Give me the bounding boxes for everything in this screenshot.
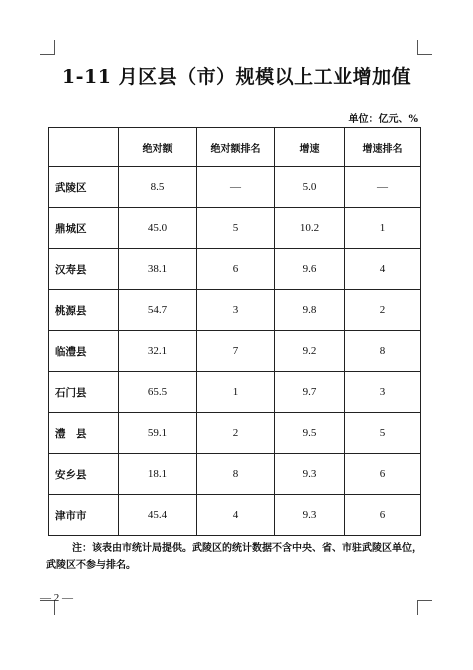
growth-rate: 9.6 <box>275 249 345 290</box>
absolute-value: 38.1 <box>119 249 197 290</box>
absolute-rank: 4 <box>197 495 275 536</box>
table-row <box>49 331 421 372</box>
growth-rate: 5.0 <box>275 167 345 208</box>
growth-rank: 6 <box>345 495 421 536</box>
table-row <box>49 167 421 208</box>
region-name: 汉寿县 <box>49 249 119 290</box>
absolute-value: 45.0 <box>119 208 197 249</box>
region-name: 鼎城区 <box>49 208 119 249</box>
table-row <box>49 208 421 249</box>
growth-rate: 9.5 <box>275 413 345 454</box>
growth-rate: 9.3 <box>275 495 345 536</box>
absolute-rank: 3 <box>197 290 275 331</box>
absolute-rank: 7 <box>197 331 275 372</box>
growth-rank: 6 <box>345 454 421 495</box>
growth-rate: 9.3 <box>275 454 345 495</box>
growth-rank: 3 <box>345 372 421 413</box>
absolute-rank: 2 <box>197 413 275 454</box>
absolute-value: 65.5 <box>119 372 197 413</box>
absolute-value: 32.1 <box>119 331 197 372</box>
column-header: 增速排名 <box>345 128 421 167</box>
growth-rate: 9.7 <box>275 372 345 413</box>
growth-rank: — <box>345 167 421 208</box>
crop-mark-top-left <box>40 40 55 55</box>
absolute-rank: 1 <box>197 372 275 413</box>
growth-rank: 4 <box>345 249 421 290</box>
document-title: 1-11 月区县（市）规模以上工业增加值 <box>61 66 412 88</box>
table-row <box>49 249 421 290</box>
absolute-value: 59.1 <box>119 413 197 454</box>
column-header: 绝对额 <box>119 128 197 167</box>
unit-label: 单位：亿元、% <box>348 114 418 125</box>
page-number: — 2 — <box>40 592 73 604</box>
region-name: 石门县 <box>49 372 119 413</box>
growth-rank: 5 <box>345 413 421 454</box>
absolute-rank: — <box>197 167 275 208</box>
absolute-value: 8.5 <box>119 167 197 208</box>
absolute-value: 54.7 <box>119 290 197 331</box>
growth-rate: 10.2 <box>275 208 345 249</box>
table-row <box>49 413 421 454</box>
region-name: 津市市 <box>49 495 119 536</box>
table-row <box>49 372 421 413</box>
region-name: 澧 县 <box>49 413 119 454</box>
absolute-value: 18.1 <box>119 454 197 495</box>
table-header-row <box>49 128 421 167</box>
crop-mark-top-right <box>417 40 432 55</box>
absolute-rank: 6 <box>197 249 275 290</box>
column-header: 增速 <box>275 128 345 167</box>
region-name: 武陵区 <box>49 167 119 208</box>
column-header <box>49 128 119 167</box>
absolute-value: 45.4 <box>119 495 197 536</box>
growth-rank: 8 <box>345 331 421 372</box>
crop-mark-bottom-right <box>417 600 432 615</box>
absolute-rank: 5 <box>197 208 275 249</box>
growth-rank: 2 <box>345 290 421 331</box>
region-name: 安乡县 <box>49 454 119 495</box>
growth-rank: 1 <box>345 208 421 249</box>
growth-rate: 9.2 <box>275 331 345 372</box>
table-note: 注：该表由市统计局提供。武陵区的统计数据不含中央、省、市驻武陵区单位，武陵区不参与排名。 <box>46 543 422 571</box>
table-row <box>49 454 421 495</box>
region-name: 临澧县 <box>49 331 119 372</box>
table-row <box>49 495 421 536</box>
table-row <box>49 290 421 331</box>
growth-rate: 9.8 <box>275 290 345 331</box>
data-table <box>48 127 421 536</box>
column-header: 绝对额排名 <box>197 128 275 167</box>
absolute-rank: 8 <box>197 454 275 495</box>
region-name: 桃源县 <box>49 290 119 331</box>
